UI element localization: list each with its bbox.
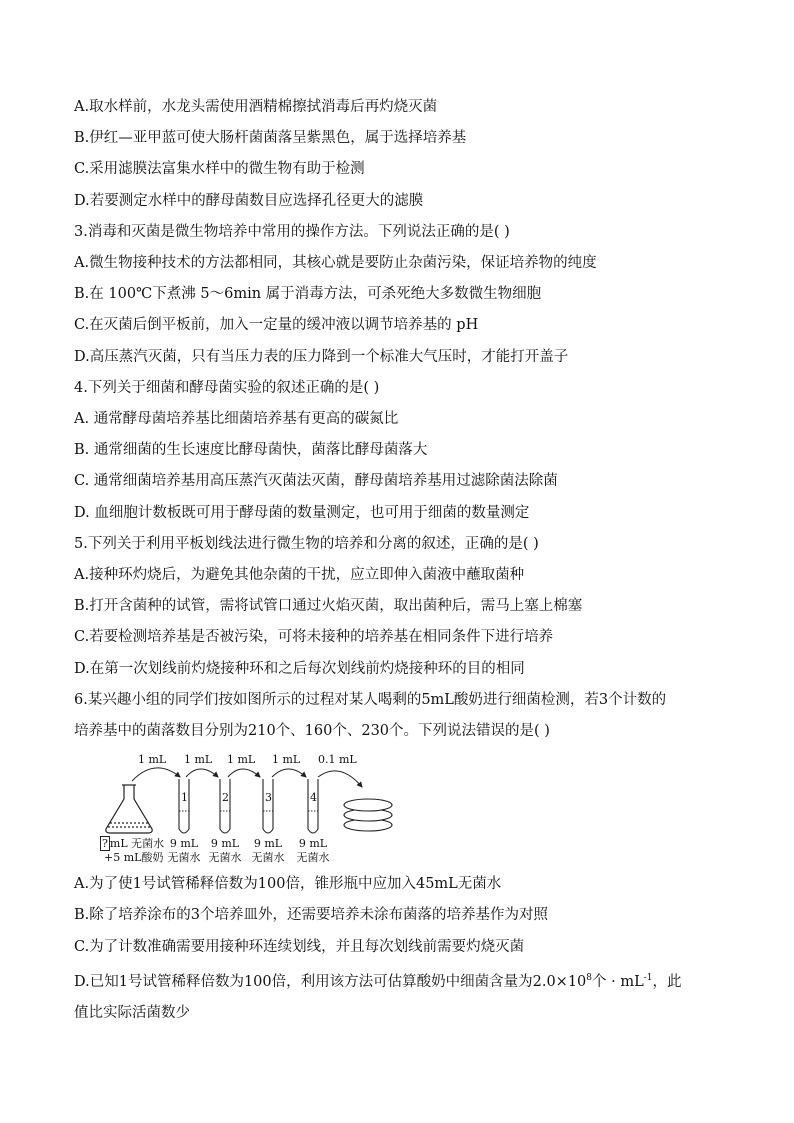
transfer-label-4: 1 mL bbox=[272, 753, 301, 767]
tube1-label-top: 9 mL bbox=[169, 837, 199, 851]
tube-number-1: 1 bbox=[181, 791, 188, 805]
tube-number-2: 2 bbox=[222, 791, 229, 805]
transfer-arrow bbox=[272, 769, 306, 777]
q3-option-c: C.在灭菌后倒平板前，加入一定量的缓冲液以调节培养基的 pH bbox=[74, 317, 479, 334]
test-tube-icon bbox=[179, 779, 189, 833]
tube4-label-top: 9 mL bbox=[298, 837, 328, 851]
petri-dish-stack-icon bbox=[344, 799, 392, 831]
q3-option-d: D.高压蒸汽灭菌，只有当压力表的压力降到一个标准大气压时，才能打开盖子 bbox=[74, 348, 569, 365]
flask-label-line2: +5 mL酸奶 bbox=[104, 851, 164, 865]
q2-option-c: C.采用滤膜法富集水样中的微生物有助于检测 bbox=[74, 161, 365, 178]
tube4-label-bottom: 无菌水 bbox=[296, 851, 330, 865]
test-tube-icon bbox=[308, 779, 318, 833]
q6-option-b: B.除了培养涂布的3个培养皿外，还需要培养未涂布菌落的培养基作为对照 bbox=[74, 907, 548, 924]
transfer-label-1: 1 mL bbox=[138, 753, 167, 767]
tube1-label-bottom: 无菌水 bbox=[167, 851, 201, 865]
transfer-label-3: 1 mL bbox=[227, 753, 256, 767]
q6-stem-line2: 培养基中的菌落数目分别为210个、160个、230个。下列说法错误的是( ) bbox=[74, 723, 550, 740]
q3-option-b: B.在 100℃下煮沸 5～6min 属于消毒方法，可杀死绝大多数微生物细胞 bbox=[74, 286, 542, 303]
q6-option-d-line2: 值比实际活菌数少 bbox=[74, 1004, 190, 1021]
q2-option-b: B.伊红—亚甲蓝可使大肠杆菌菌落呈紫黑色，属于选择培养基 bbox=[74, 130, 467, 147]
q4-option-a: A. 通常酵母菌培养基比细菌培养基有更高的碳氮比 bbox=[74, 411, 399, 428]
test-tube-icon bbox=[263, 779, 273, 833]
q5-option-d: D.在第一次划线前灼烧接种环和之后每次划线前灼烧接种环的目的相同 bbox=[74, 660, 525, 677]
transfer-label-5: 0.1 mL bbox=[318, 753, 357, 767]
tube-number-3: 3 bbox=[265, 791, 272, 805]
q3-stem: 3.消毒和灭菌是微生物培养中常用的操作方法。下列说法正确的是( ) bbox=[74, 223, 510, 240]
tube3-label-bottom: 无菌水 bbox=[251, 851, 285, 865]
tube3-label-top: 9 mL bbox=[253, 837, 283, 851]
document-page bbox=[74, 92, 734, 1029]
q6-option-a: A.为了使1号试管稀释倍数为100倍，锥形瓶中应加入45mL无菌水 bbox=[74, 876, 502, 893]
dilution-diagram bbox=[100, 753, 400, 863]
q4-option-d: D. 血细胞计数板既可用于酵母菌的数量测定，也可用于细菌的数量测定 bbox=[74, 504, 530, 521]
transfer-arrow bbox=[228, 769, 260, 777]
q2-option-d: D.若要测定水样中的酵母菌数目应选择孔径更大的滤膜 bbox=[74, 192, 424, 209]
q5-stem: 5.下列关于利用平板划线法进行微生物的培养和分离的叙述，正确的是( ) bbox=[74, 535, 539, 552]
transfer-arrow bbox=[186, 769, 218, 777]
tube-number-4: 4 bbox=[310, 791, 317, 805]
q6-option-d: D.已知1号试管稀释倍数为100倍，利用该方法可估算酸奶中细菌含量为$2.0\times 10^8$个 · $mL^{-1}$，此 bbox=[74, 972, 682, 990]
transfer-arrow bbox=[318, 771, 362, 787]
flask-volume-box: ? bbox=[102, 837, 108, 851]
q5-option-c: C.若要检测培养基是否被污染，可将未接种的培养基在相同条件下进行培养 bbox=[74, 629, 554, 646]
q4-option-c: C. 通常细菌培养基用高压蒸汽灭菌法灭菌，酵母菌培养基用过滤除菌法除菌 bbox=[74, 473, 558, 490]
q6-option-c: C.为了计数准确需要用接种环连续划线，并且每次划线前需要灼烧灭菌 bbox=[74, 938, 525, 955]
transfer-arrow bbox=[132, 768, 180, 781]
tube2-label-top: 9 mL bbox=[210, 837, 240, 851]
q3-option-a: A.微生物接种技术的方法都相同，其核心就是要防止杂菌污染，保证培养物的纯度 bbox=[74, 255, 597, 272]
q5-option-a: A.接种环灼烧后，为避免其他杂菌的干扰，应立即伸入菌液中蘸取菌种 bbox=[74, 567, 525, 584]
tube2-label-bottom: 无菌水 bbox=[208, 851, 242, 865]
flask-label-line1: ? mL 无菌水 bbox=[102, 837, 165, 851]
erlenmeyer-flask-icon bbox=[106, 785, 152, 833]
test-tube-icon bbox=[220, 779, 230, 833]
q4-option-b: B. 通常细菌的生长速度比酵母菌快，菌落比酵母菌落大 bbox=[74, 442, 428, 459]
transfer-label-2: 1 mL bbox=[184, 753, 213, 767]
q6-stem-line1: 6.某兴趣小组的同学们按如图所示的过程对某人喝剩的5mL酸奶进行细菌检测，若3个计数的 bbox=[74, 691, 667, 708]
q2-option-a: A.取水样前，水龙头需使用酒精棉擦拭消毒后再灼烧灭菌 bbox=[74, 99, 438, 115]
q5-option-b: B.打开含菌种的试管，需将试管口通过火焰灭菌，取出菌种后，需马上塞上棉塞 bbox=[74, 598, 583, 615]
q4-stem: 4.下列关于细菌和酵母菌实验的叙述正确的是( ) bbox=[74, 379, 380, 396]
